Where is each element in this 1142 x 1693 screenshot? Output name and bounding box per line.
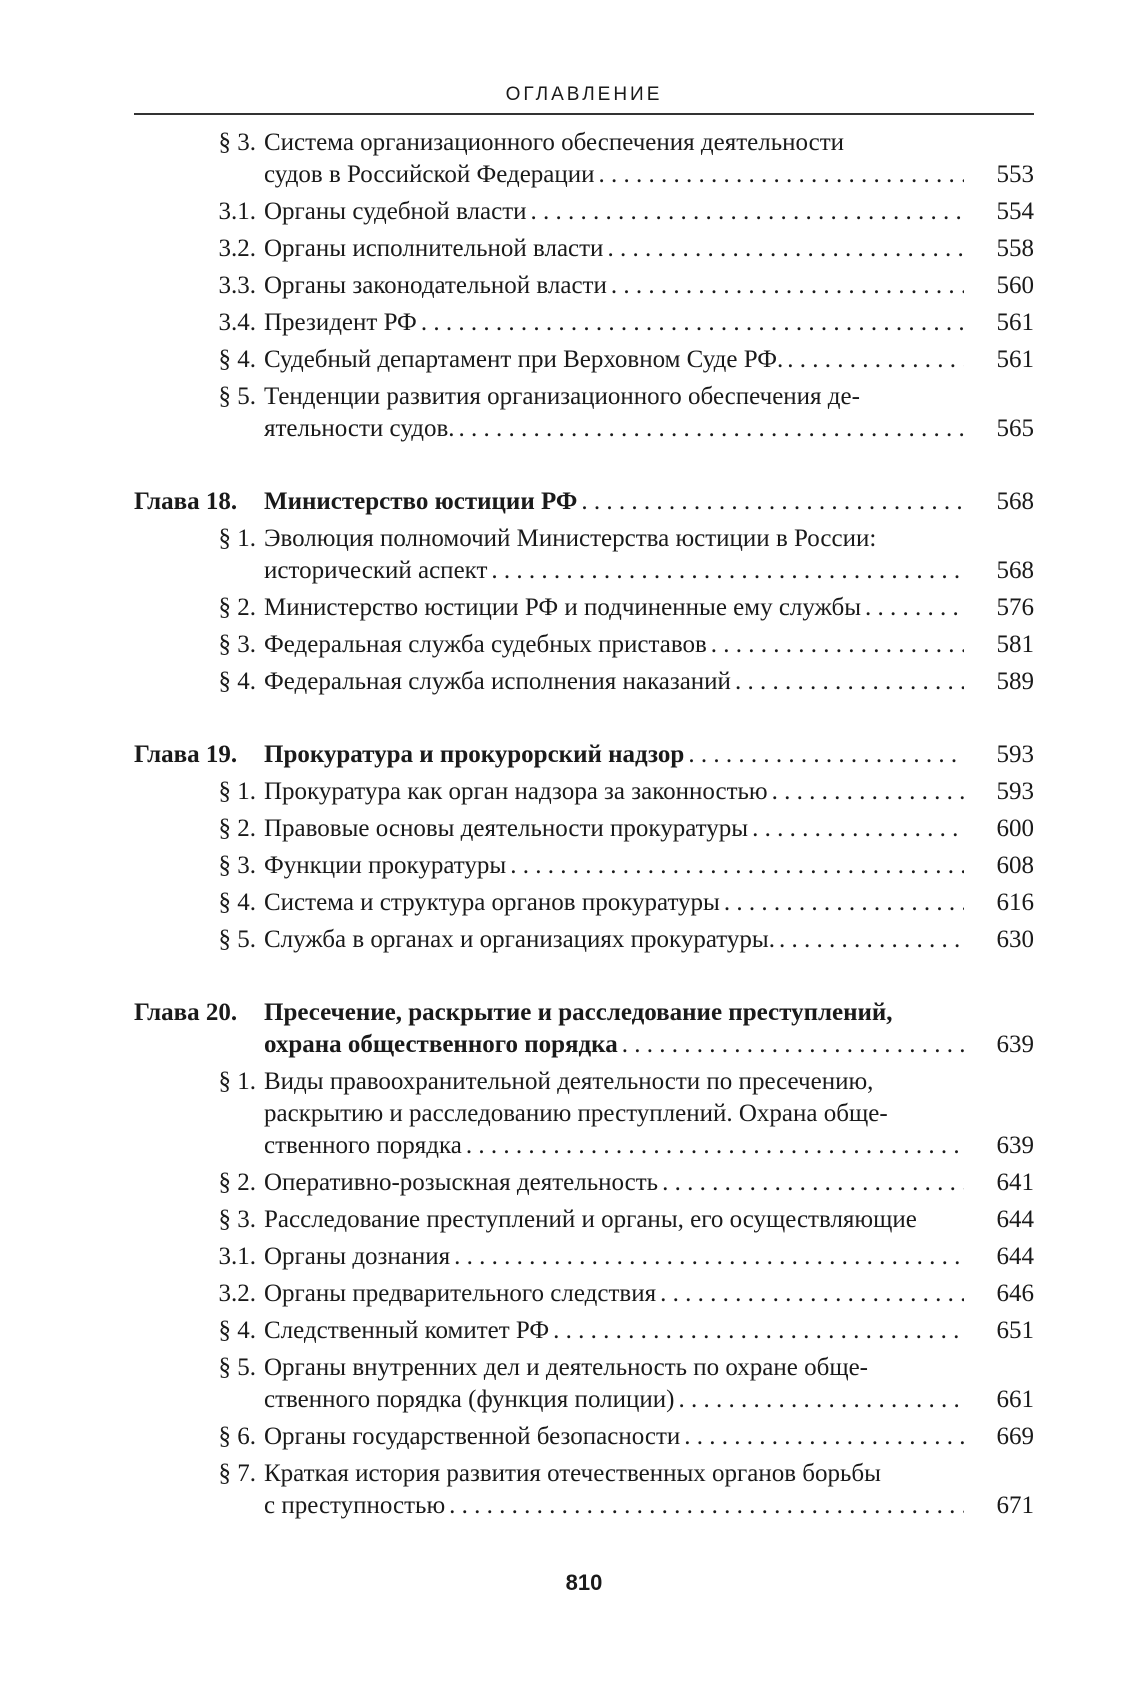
dot-leader xyxy=(607,271,964,301)
dot-leader xyxy=(487,556,964,586)
toc-entry-title xyxy=(264,740,964,770)
toc-entry-title xyxy=(264,851,964,881)
toc-entry-title-text: Органы предварительного следствия xyxy=(264,1280,657,1307)
toc-entry-title xyxy=(264,1242,964,1272)
toc-entry-line[interactable] xyxy=(134,1067,1034,1097)
dot-leader xyxy=(775,925,964,955)
toc-entry-title: Органы внутренних дел и деятельность по охране обще- xyxy=(264,1354,869,1381)
toc-entry-line[interactable] xyxy=(134,593,1034,623)
dot-leader xyxy=(595,160,964,190)
toc-page-number: 661 xyxy=(996,1386,1034,1413)
dot-leader xyxy=(450,1242,964,1272)
toc-page-number: 568 xyxy=(996,557,1034,584)
toc-entry-title-text: Органы судебной власти xyxy=(264,198,527,225)
toc-page-number: 554 xyxy=(996,198,1034,225)
toc-entry-title-text: Функции прокуратуры xyxy=(264,852,507,879)
toc-chapter-line[interactable] xyxy=(134,1030,1034,1060)
toc-entry-number: § 1. xyxy=(218,525,256,552)
toc-page-number: 639 xyxy=(996,1031,1034,1058)
dot-leader xyxy=(462,1131,964,1161)
toc-entry-title-text: Федеральная служба судебных приставов xyxy=(264,631,707,658)
toc-entry-line[interactable] xyxy=(134,556,1034,586)
toc-entry-title xyxy=(264,160,964,190)
toc-entry-title xyxy=(264,234,964,264)
dot-leader xyxy=(658,1168,964,1198)
toc-page-number: 561 xyxy=(996,309,1034,336)
toc-page-number: 593 xyxy=(996,741,1034,768)
toc-page-number: 560 xyxy=(996,272,1034,299)
toc-entry-line[interactable] xyxy=(134,777,1034,807)
toc-entry-line[interactable] xyxy=(134,630,1034,660)
dot-leader xyxy=(656,1279,964,1309)
toc-page-number: 553 xyxy=(996,161,1034,188)
running-header: ОГЛАВЛЕНИЕ xyxy=(505,84,663,105)
toc-entry-title-text: Прокуратура как орган надзора за законностью xyxy=(264,778,768,805)
toc-page-number: 646 xyxy=(996,1280,1034,1307)
toc-entry-number: 3.1. xyxy=(218,198,256,225)
dot-leader xyxy=(527,197,964,227)
dot-leader xyxy=(768,777,964,807)
toc-entry-title: Краткая история развития отечественных органов борьбы xyxy=(264,1460,881,1487)
toc-page-number: 671 xyxy=(996,1492,1034,1519)
toc-entry-title-text: Расследование преступлений и органы, его осуществляющие xyxy=(264,1206,917,1233)
toc-page-number: 565 xyxy=(996,415,1034,442)
dot-leader xyxy=(445,1491,964,1521)
toc-entry-title xyxy=(264,1385,964,1415)
toc-entry-number: § 4. xyxy=(218,346,256,373)
toc-entry-title-text: ственного порядка xyxy=(264,1132,462,1159)
toc-entry-title: Эволюция полномочий Министерства юстиции в России: xyxy=(264,525,877,552)
toc-page-number: 568 xyxy=(996,488,1034,515)
toc-entry-title-text: Судебный департамент при Верховном Суде РФ. xyxy=(264,346,784,373)
toc-page-number: 644 xyxy=(996,1206,1034,1233)
dot-leader xyxy=(674,1385,964,1415)
toc-entry-title xyxy=(264,556,964,586)
toc-entry-title xyxy=(264,487,964,517)
toc-entry-title-text: Органы законодательной власти xyxy=(264,272,607,299)
toc-entry-line[interactable] xyxy=(134,271,1034,301)
toc-page-number: 576 xyxy=(996,594,1034,621)
toc-entry-line[interactable] xyxy=(134,1205,1034,1235)
toc-entry-number: 3.2. xyxy=(218,235,256,262)
toc-entry-title-text: Правовые основы деятельности прокуратуры xyxy=(264,815,749,842)
toc-entry-line[interactable] xyxy=(134,414,1034,444)
dot-leader xyxy=(417,308,964,338)
toc-entry-title: Пресечение, раскрытие и расследование преступлений, xyxy=(264,999,893,1026)
toc-entry-line[interactable] xyxy=(134,382,1034,412)
toc-entry-title xyxy=(264,1168,964,1198)
dot-leader xyxy=(618,1030,964,1060)
toc-entry-number: § 3. xyxy=(218,631,256,658)
toc-page-number: 651 xyxy=(996,1317,1034,1344)
dot-leader xyxy=(577,487,964,517)
toc-entry-title xyxy=(264,814,964,844)
toc-entry-title-text: Система и структура органов прокуратуры xyxy=(264,889,720,916)
toc-entry-title-text: Органы исполнительной власти xyxy=(264,235,604,262)
toc-entry-line[interactable] xyxy=(134,128,1034,158)
toc-entry-number: § 4. xyxy=(218,889,256,916)
toc-entry-number: 3.2. xyxy=(218,1280,256,1307)
toc-entry-title xyxy=(264,1131,964,1161)
toc-entry-title xyxy=(264,271,964,301)
toc-page-number: 616 xyxy=(996,889,1034,916)
toc-entry-title-text: охрана общественного порядка xyxy=(264,1031,618,1058)
dot-leader xyxy=(506,851,964,881)
toc-entry-title-text: Министерство юстиции РФ и подчиненные ему службы xyxy=(264,594,862,621)
dot-leader xyxy=(684,740,964,770)
toc-entry-number: § 4. xyxy=(218,1317,256,1344)
toc-entry-line[interactable] xyxy=(134,345,1034,375)
toc-entry-line[interactable] xyxy=(134,851,1034,881)
toc-entry-title: Виды правоохранительной деятельности по пресечению, xyxy=(264,1068,874,1095)
toc-entry-number: § 5. xyxy=(218,1354,256,1381)
toc-entry-number: § 3. xyxy=(218,129,256,156)
dot-leader xyxy=(783,345,964,375)
toc-entry-number: § 2. xyxy=(218,815,256,842)
page-number: 810 xyxy=(565,1570,603,1595)
toc-entry-line[interactable] xyxy=(134,1316,1034,1346)
toc-page-number: 639 xyxy=(996,1132,1034,1159)
toc-entry-line[interactable] xyxy=(134,814,1034,844)
toc-entry-number: Глава 20. xyxy=(134,999,238,1026)
toc-entry-number: Глава 18. xyxy=(134,488,238,515)
toc-entry-title-text: ственного порядка (функция полиции) xyxy=(264,1386,675,1413)
toc-entry-line[interactable] xyxy=(134,888,1034,918)
toc-entry-title: Тенденции развития организационного обеспечения де- xyxy=(264,383,860,410)
toc-entry-title-text: исторический аспект xyxy=(264,557,488,584)
toc-entry-title-text: Министерство юстиции РФ xyxy=(264,488,578,515)
toc-entry-number: 3.1. xyxy=(218,1243,256,1270)
toc-page-number: 644 xyxy=(996,1243,1034,1270)
toc-entry-line[interactable] xyxy=(134,1279,1034,1309)
toc-page-number: 593 xyxy=(996,778,1034,805)
toc-entry-title xyxy=(264,1205,1044,1235)
toc-entry-line[interactable] xyxy=(134,160,1034,190)
dot-leader xyxy=(549,1316,964,1346)
toc-entry-title xyxy=(264,197,964,227)
toc-entry-number: § 3. xyxy=(218,1206,256,1233)
toc-chapter-line[interactable] xyxy=(134,740,1034,770)
dot-leader xyxy=(861,593,964,623)
toc-entry-title xyxy=(264,345,964,375)
toc-entry-number: § 2. xyxy=(218,594,256,621)
toc-page-number: 558 xyxy=(996,235,1034,262)
toc-chapter-line[interactable] xyxy=(134,487,1034,517)
toc-entry-line[interactable] xyxy=(134,1242,1034,1272)
toc-entry-title xyxy=(264,1491,964,1521)
toc-page-number: 581 xyxy=(996,631,1034,658)
toc-entry-title-text: ятельности судов. xyxy=(264,415,455,442)
dot-leader xyxy=(707,630,964,660)
toc-entry-number: § 5. xyxy=(218,383,256,410)
toc-entry-title xyxy=(264,1030,964,1060)
toc-page-number: 561 xyxy=(996,346,1034,373)
toc-entry-title-text: судов в Российской Федерации xyxy=(264,161,595,188)
toc-entry-line[interactable] xyxy=(134,1422,1034,1452)
toc-entry-title xyxy=(264,308,964,338)
toc-page-number: 600 xyxy=(996,815,1034,842)
toc-entry-title-text: Федеральная служба исполнения наказаний xyxy=(264,668,731,695)
dot-leader xyxy=(455,414,964,444)
toc-entry-title xyxy=(264,1279,964,1309)
toc-entry-line[interactable] xyxy=(134,1168,1034,1198)
toc-entry-title-text: с преступностью xyxy=(264,1492,446,1519)
toc-entry-number: § 1. xyxy=(218,778,256,805)
toc-entry-line[interactable] xyxy=(134,1385,1034,1415)
dot-leader xyxy=(731,667,964,697)
toc-page-number: 641 xyxy=(996,1169,1034,1196)
toc-entry-number: 3.4. xyxy=(218,309,256,336)
toc-entry-title xyxy=(264,1316,964,1346)
dot-leader xyxy=(680,1422,964,1452)
dot-leader xyxy=(720,888,964,918)
toc-entry-number: § 5. xyxy=(218,926,256,953)
toc-entry-line[interactable] xyxy=(134,667,1034,697)
toc-entry-line[interactable] xyxy=(134,234,1034,264)
toc-entry-number: § 6. xyxy=(218,1423,256,1450)
toc-entry-title-text: Прокуратура и прокурорский надзор xyxy=(264,741,685,768)
toc-entry-title xyxy=(264,667,964,697)
table-of-contents xyxy=(134,0,1034,1693)
toc-entry-title xyxy=(264,925,964,955)
toc-page-number: 608 xyxy=(996,852,1034,879)
toc-entry-line[interactable] xyxy=(134,1353,1034,1383)
toc-entry-title-text: Президент РФ xyxy=(264,309,417,336)
toc-entry-line[interactable] xyxy=(134,1491,1034,1521)
toc-entry-title xyxy=(264,888,964,918)
toc-entry-title xyxy=(264,777,964,807)
toc-entry-number: § 4. xyxy=(218,668,256,695)
toc-page-number: 669 xyxy=(996,1423,1034,1450)
toc-entry-title-text: Органы государственной безопасности xyxy=(264,1423,681,1450)
toc-page-number: 589 xyxy=(996,668,1034,695)
toc-entry-line[interactable] xyxy=(134,1099,1034,1129)
toc-entry-line[interactable] xyxy=(134,197,1034,227)
toc-entry-line[interactable] xyxy=(134,925,1034,955)
toc-entry-line[interactable] xyxy=(134,1459,1034,1489)
toc-chapter-line[interactable] xyxy=(134,998,1034,1028)
toc-entry-title xyxy=(264,414,964,444)
toc-entry-number: § 3. xyxy=(218,852,256,879)
toc-entry-title: раскрытию и расследованию преступлений. Охрана обще- xyxy=(264,1100,888,1127)
toc-entry-title-text: Оперативно-розыскная деятельность xyxy=(264,1169,659,1196)
toc-entry-title-text: Следственный комитет РФ xyxy=(264,1317,550,1344)
toc-entry-title-text: Служба в органах и организациях прокуратуры. xyxy=(264,926,775,953)
dot-leader xyxy=(748,814,964,844)
toc-entry-title xyxy=(264,593,964,623)
toc-entry-number: § 1. xyxy=(218,1068,256,1095)
toc-entry-title: Система организационного обеспечения деятельности xyxy=(264,129,844,156)
toc-page-number: 630 xyxy=(996,926,1034,953)
toc-entry-number: § 2. xyxy=(218,1169,256,1196)
toc-entry-number: § 7. xyxy=(218,1460,256,1487)
toc-entry-line[interactable] xyxy=(134,1131,1034,1161)
toc-entry-title-text: Органы дознания xyxy=(264,1243,451,1270)
dot-leader xyxy=(603,234,964,264)
toc-entry-line[interactable] xyxy=(134,524,1034,554)
toc-entry-title xyxy=(264,630,964,660)
toc-entry-line[interactable] xyxy=(134,308,1034,338)
toc-entry-title xyxy=(264,1422,964,1452)
toc-entry-number: Глава 19. xyxy=(134,741,238,768)
toc-entry-number: 3.3. xyxy=(218,272,256,299)
